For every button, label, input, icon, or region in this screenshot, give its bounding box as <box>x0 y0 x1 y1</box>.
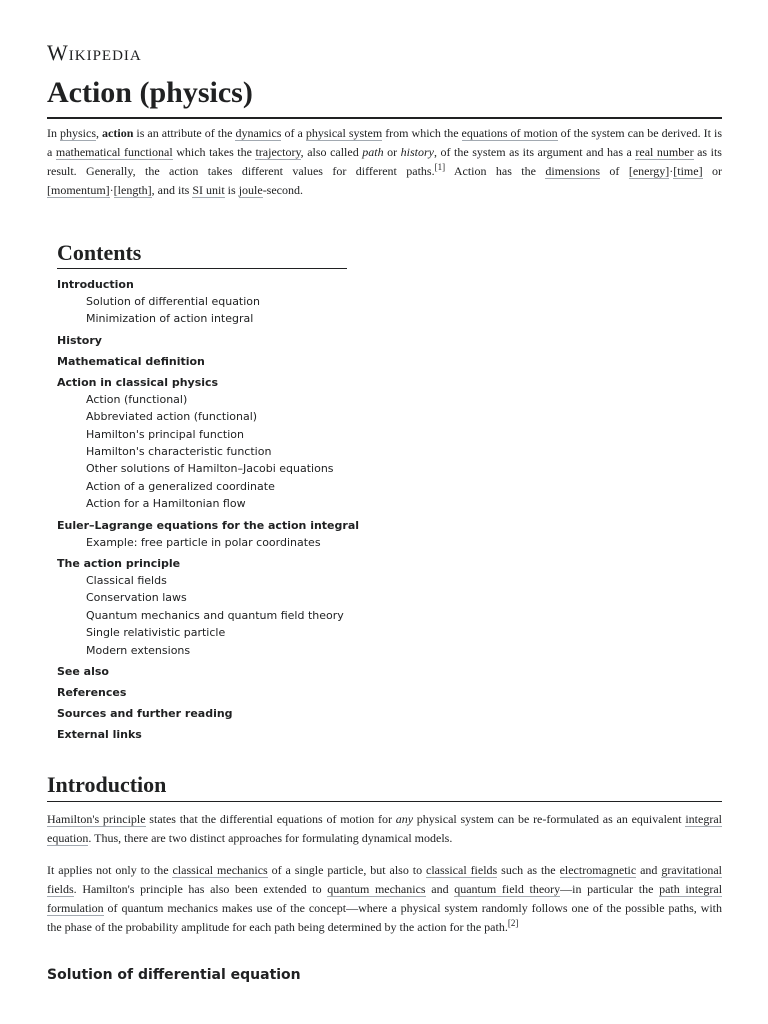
text-run: from which the <box>382 126 462 140</box>
text-run: . Thus, there are two distinct approaches for formulating dynamical models. <box>88 831 453 845</box>
toc-item[interactable]: Sources and further reading <box>57 707 233 721</box>
toc-item[interactable]: Introduction <box>57 278 134 291</box>
subsection-heading: Solution of differential equation <box>47 967 301 983</box>
inline-link[interactable]: [energy] <box>628 164 670 178</box>
toc-item[interactable]: Action in classical physics <box>57 375 219 389</box>
inline-link[interactable]: [length] <box>113 183 152 197</box>
intro-paragraph-1 <box>47 810 722 848</box>
inline-link[interactable]: [time] <box>673 164 703 178</box>
intro-paragraph-2 <box>47 861 722 937</box>
citation-link[interactable]: [1] <box>434 162 446 172</box>
toc-subitem[interactable]: Classical fields <box>86 574 167 588</box>
toc-subitem[interactable]: Action for a Hamiltonian flow <box>86 497 246 511</box>
section-heading-introduction: Introduction <box>47 772 167 797</box>
text-run: is <box>224 183 239 197</box>
toc-item[interactable]: See also <box>57 665 109 679</box>
toc-title: Contents <box>57 240 142 265</box>
italic-term: any <box>395 812 414 826</box>
text-run: states that the differential equations of motion for <box>145 812 396 826</box>
citation <box>508 918 519 928</box>
text-run: -second. <box>262 183 304 197</box>
toc-subitem[interactable]: Hamilton's characteristic function <box>86 445 272 459</box>
text-run: or <box>702 164 722 178</box>
page-title: Action (physics) <box>47 76 253 109</box>
inline-link[interactable]: quantum field theory <box>454 882 561 896</box>
text-run: as its result. Generally, the action takes different values for different paths. <box>47 145 722 178</box>
inline-link[interactable]: Hamilton's principle <box>47 812 146 826</box>
text-run: is an attribute of the <box>133 126 236 140</box>
bold-term: action <box>102 126 134 140</box>
toc-subitem[interactable]: Conservation laws <box>86 591 187 605</box>
text-run: physical system can be re-formulated as an equivalent <box>413 812 686 826</box>
toc-item[interactable]: Mathematical definition <box>57 354 205 368</box>
section-divider <box>47 801 722 802</box>
inline-link[interactable]: quantum mechanics <box>327 882 426 896</box>
inline-link[interactable]: real number <box>635 145 694 159</box>
toc-subitem[interactable]: Modern extensions <box>86 643 191 657</box>
inline-link[interactable]: mathematical functional <box>55 145 173 159</box>
text-run: or <box>383 145 401 159</box>
toc-subitem[interactable]: Other solutions of Hamilton–Jacobi equations <box>86 462 334 476</box>
inline-link[interactable]: physics <box>60 126 97 140</box>
inline-link[interactable]: electromagnetic <box>559 863 637 877</box>
text-run: It applies not only to the <box>47 863 173 877</box>
inline-link[interactable]: [momentum] <box>47 183 110 197</box>
toc-subitem[interactable]: Action (functional) <box>86 392 188 406</box>
text-run: , also called <box>300 145 363 159</box>
text-run: , and its <box>151 183 193 197</box>
text-run: and <box>425 882 455 896</box>
inline-link[interactable]: classical fields <box>426 863 498 877</box>
toc-item[interactable]: The action principle <box>57 557 181 571</box>
toc-item[interactable]: External links <box>57 728 142 742</box>
text-run: , <box>96 126 103 140</box>
text-run: of <box>600 164 629 178</box>
wikipedia-logo[interactable]: Wikipedia <box>47 40 142 65</box>
inline-link[interactable]: joule <box>238 183 263 197</box>
text-run: · <box>109 183 114 197</box>
text-run: · <box>669 164 674 178</box>
text-run: In <box>47 126 61 140</box>
toc-subitem[interactable]: Hamilton's principal function <box>86 427 244 441</box>
toc-subitem[interactable]: Minimization of action integral <box>86 312 254 326</box>
text-run: Action has the <box>445 164 546 178</box>
inline-link[interactable]: gravitational fields <box>47 863 723 896</box>
toc-divider <box>57 268 347 269</box>
toc-subitem[interactable]: Single relativistic particle <box>86 626 226 640</box>
text-run: of quantum mechanics makes use of the concept—where a physical system randomly follows one of the possible paths, with the phase of the probability amplitude for each path being determined by the action for the path. <box>47 901 722 934</box>
inline-link[interactable]: dynamics <box>235 126 282 140</box>
text-run: such as the <box>497 863 560 877</box>
italic-term: history <box>400 145 434 159</box>
text-run: which takes the <box>172 145 256 159</box>
citation <box>435 162 446 172</box>
inline-link[interactable]: path integral formulation <box>47 882 723 915</box>
text-run: . Hamilton's principle has also been extended to <box>73 882 328 896</box>
toc-item[interactable]: History <box>57 333 102 347</box>
toc-subitem[interactable]: Abbreviated action (functional) <box>86 410 258 424</box>
toc-subitem[interactable]: Action of a generalized coordinate <box>86 479 275 493</box>
title-divider <box>47 117 722 119</box>
toc-subitem[interactable]: Example: free particle in polar coordinates <box>86 535 321 549</box>
text-run: of a single particle, but also to <box>267 863 426 877</box>
toc-subitem[interactable]: Solution of differential equation <box>86 295 261 308</box>
text-run: of a <box>281 126 306 140</box>
italic-term: path <box>362 145 384 159</box>
inline-link[interactable]: equations of motion <box>461 126 558 140</box>
inline-link[interactable]: SI unit <box>192 183 225 197</box>
lead-paragraph <box>47 124 722 200</box>
table-of-contents <box>57 276 359 743</box>
toc-item[interactable]: References <box>57 686 127 700</box>
text-run: and <box>636 863 662 877</box>
text-run: , of the system as its argument and has a <box>434 145 636 159</box>
inline-link[interactable]: trajectory <box>255 145 301 159</box>
text-run: of the system can be derived. It is a <box>47 126 722 159</box>
inline-link[interactable]: dimensions <box>545 164 601 178</box>
text-run: —in particular the <box>560 882 660 896</box>
toc-item[interactable]: Euler–Lagrange equations for the action integral <box>57 518 360 532</box>
inline-link[interactable]: physical system <box>305 126 383 140</box>
citation-link[interactable]: [2] <box>507 918 519 928</box>
toc-subitem[interactable]: Quantum mechanics and quantum field theory <box>86 608 344 622</box>
inline-link[interactable]: integral equation <box>47 812 722 845</box>
inline-link[interactable]: classical mechanics <box>172 863 268 877</box>
